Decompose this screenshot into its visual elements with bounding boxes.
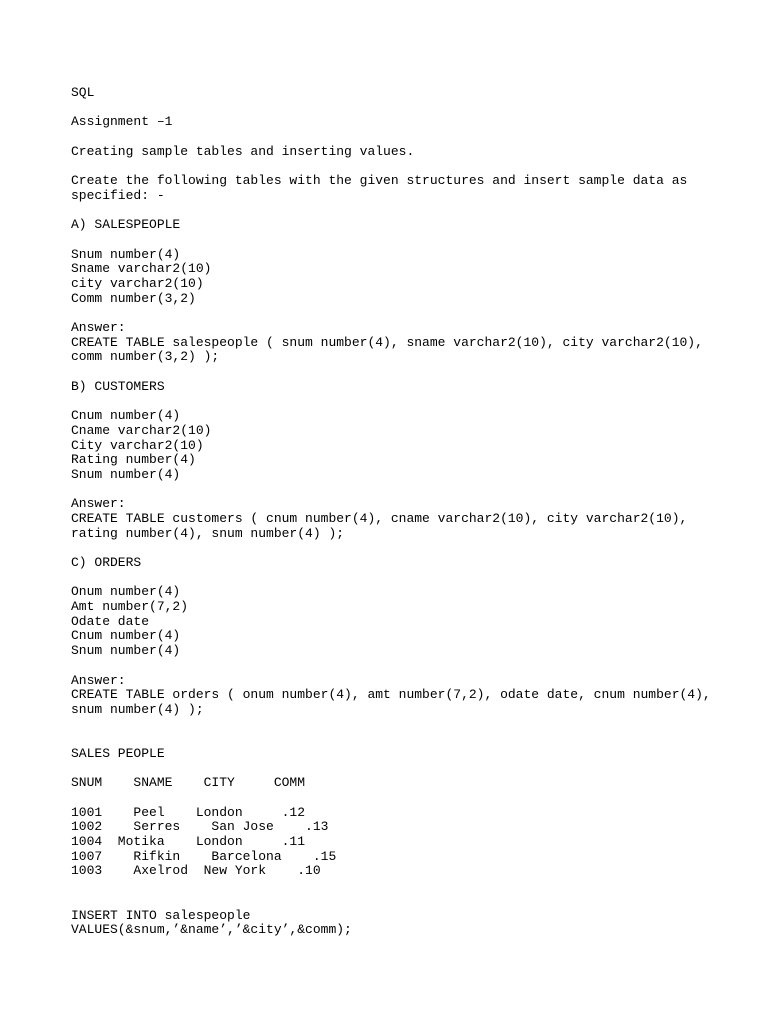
document-page bbox=[71, 86, 731, 938]
answer-label: Answer: bbox=[71, 496, 126, 512]
instruction-text: Create the following tables with the given structures and insert sample data as bbox=[71, 173, 688, 189]
field-line: Snum number(4) bbox=[71, 246, 181, 262]
section-b-heading: B) CUSTOMERS bbox=[71, 378, 165, 394]
field-line: Rating number(4) bbox=[71, 452, 196, 468]
field-line: Comm number(3,2) bbox=[71, 290, 196, 306]
answer-label: Answer: bbox=[71, 672, 126, 688]
answer-label: Answer: bbox=[71, 320, 126, 335]
field-line: Amt number(7,2) bbox=[71, 599, 189, 615]
field-line: Cnum number(4) bbox=[71, 408, 181, 424]
field-line: Sname varchar2(10) bbox=[71, 261, 212, 277]
assignment-label: Assignment –1 bbox=[71, 114, 173, 130]
answer-sql: snum number(4) ); bbox=[71, 701, 204, 717]
section-a-heading: A) SALESPEOPLE bbox=[71, 217, 181, 233]
answer-sql: CREATE TABLE orders ( onum number(4), amt number(7,2), odate date, cnum number(4), bbox=[71, 687, 711, 703]
table-row: 1004 Motika London .11 bbox=[71, 834, 306, 850]
section-c-heading: C) ORDERS bbox=[71, 555, 142, 570]
field-line: city varchar2(10) bbox=[71, 275, 204, 291]
table-row: 1003 Axelrod New York .10 bbox=[71, 863, 321, 879]
sales-people-heading: SALES PEOPLE bbox=[71, 745, 165, 761]
instruction-text: specified: - bbox=[71, 187, 165, 203]
intro-text: Creating sample tables and inserting values. bbox=[71, 143, 415, 159]
field-line: Cname varchar2(10) bbox=[71, 422, 212, 438]
answer-sql: rating number(4), snum number(4) ); bbox=[71, 525, 345, 541]
answer-sql: CREATE TABLE salespeople ( snum number(4), sname varchar2(10), city varchar2(10), bbox=[71, 334, 703, 350]
answer-sql: CREATE TABLE customers ( cnum number(4), cname varchar2(10), city varchar2(10), bbox=[71, 510, 688, 526]
doc-title: SQL bbox=[71, 85, 95, 100]
answer-sql: comm number(3,2) ); bbox=[71, 349, 220, 365]
field-line: Snum number(4) bbox=[71, 643, 181, 659]
insert-statement: INSERT INTO salespeople bbox=[71, 907, 251, 923]
table-row: 1001 Peel London .12 bbox=[71, 804, 306, 820]
table-row: 1002 Serres San Jose .13 bbox=[71, 819, 329, 835]
table-row: 1007 Rifkin Barcelona .15 bbox=[71, 848, 337, 864]
field-line: Snum number(4) bbox=[71, 466, 181, 482]
insert-values: VALUES(&snum,’&name’,’&city’,&comm); bbox=[71, 922, 352, 938]
field-line: City varchar2(10) bbox=[71, 437, 204, 453]
table-header-row: SNUM SNAME CITY COMM bbox=[71, 775, 306, 791]
field-line: Cnum number(4) bbox=[71, 628, 181, 644]
field-line: Odate date bbox=[71, 613, 150, 629]
field-line: Onum number(4) bbox=[71, 584, 181, 600]
